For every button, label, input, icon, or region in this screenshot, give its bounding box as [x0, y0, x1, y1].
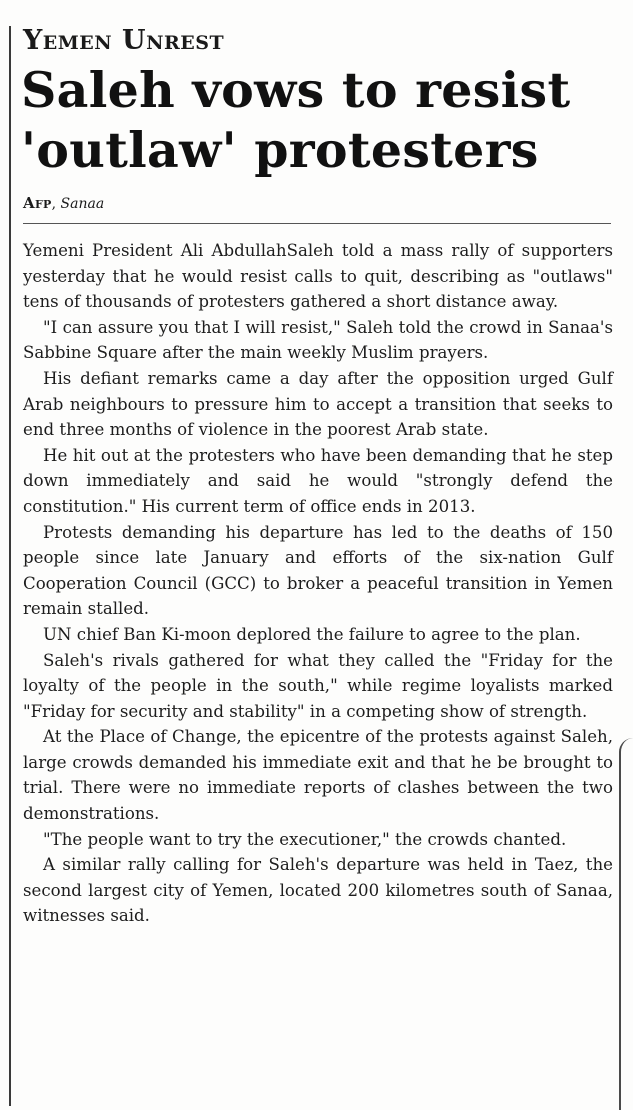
paragraph: "The people want to try the executioner," the crowds chanted.: [43, 829, 567, 849]
byline-agency: Afp: [23, 194, 52, 212]
paragraph: "I can assure you that I will resist," Saleh told the crowd in Sanaa's Sabbine Square after the main weekly Muslim prayers.: [23, 317, 613, 363]
byline: [23, 192, 611, 224]
headline: Saleh vows to resist 'outlaw' protesters: [21, 61, 571, 179]
paragraph: At the Place of Change, the epicentre of the protests against Saleh, large crowds demanded his immediate exit and that he be brought to trial. There were no immediate reports of clashes between the two demonstrations.: [23, 727, 613, 824]
paragraph: He hit out at the protesters who have been demanding that he step down immediately and said he would "strongly defend the constitution." His current term of office ends in 2013.: [23, 445, 613, 516]
column-rule: [9, 26, 11, 1106]
article: [23, 22, 615, 929]
paragraph: Protests demanding his departure has led to the deaths of 150 people since late January and efforts of the six-nation Gulf Cooperation Council (GCC) to broker a peaceful transition in Yemen remain stalled.: [23, 522, 613, 619]
adjacent-column-edge: [619, 738, 633, 1110]
paragraph: UN chief Ban Ki-moon deplored the failure to agree to the plan.: [43, 624, 581, 644]
paragraph: Saleh's rivals gathered for what they called the "Friday for the loyalty of the people in the south," while regime loyalists marked "Friday for security and stability" in a competing show of strength.: [23, 650, 613, 721]
byline-location: Sanaa: [60, 196, 105, 212]
byline-separator: ,: [51, 196, 61, 212]
paragraph: His defiant remarks came a day after the opposition urged Gulf Arab neighbours to pressure him to accept a transition that seeks to end three months of violence in the poorest Arab state.: [23, 368, 613, 440]
paragraph: A similar rally calling for Saleh's departure was held in Taez, the second largest city of Yemen, located 200 kilometres south of Sanaa, witnesses said.: [23, 855, 613, 926]
article-body: [23, 238, 613, 929]
section-kicker: Yemen Unrest: [23, 25, 225, 56]
paragraph: Yemeni President Ali AbdullahSaleh told a mass rally of supporters yesterday that he would resist calls to quit, describing as "outlaws" tens of thousands of protesters gathered a short distance away.: [23, 241, 613, 312]
